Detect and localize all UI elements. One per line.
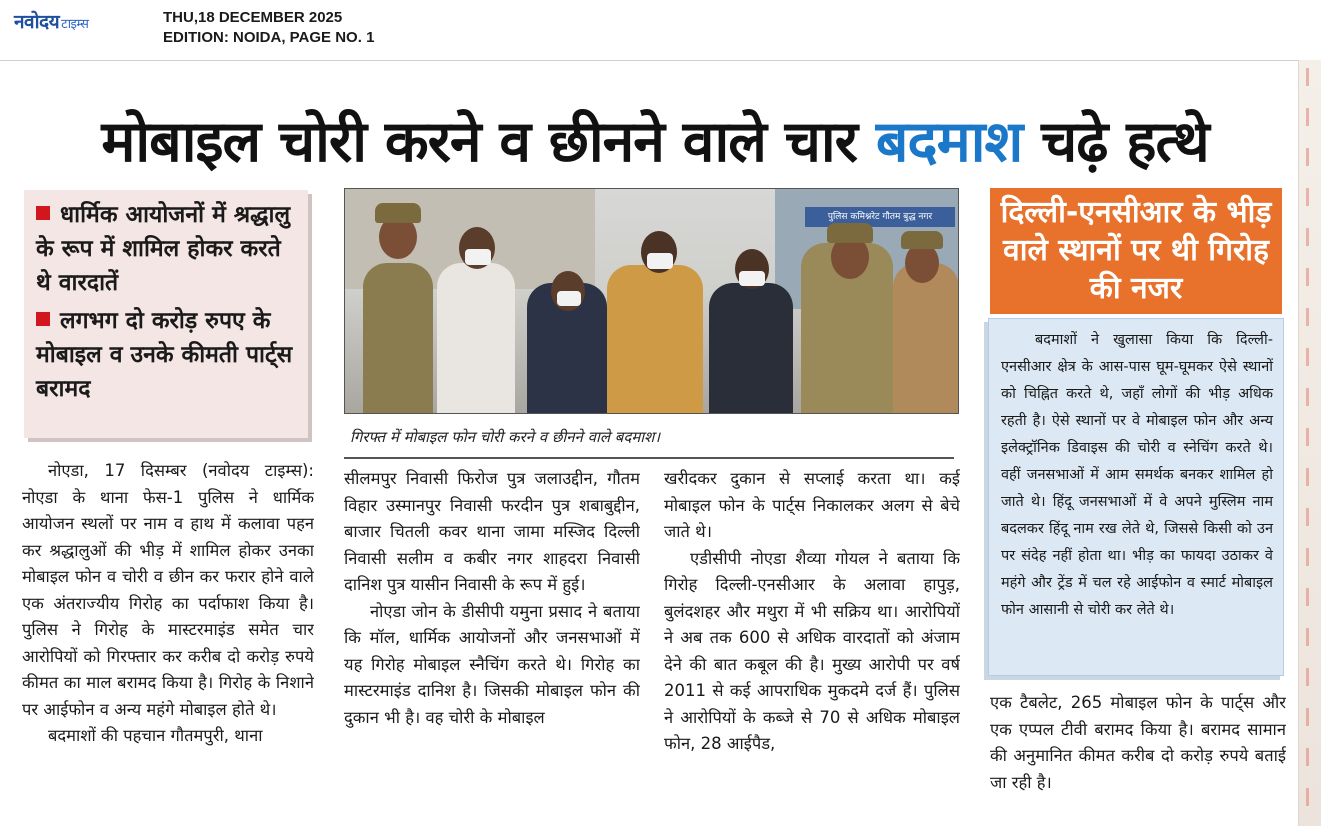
photo-caption: गिरफ्त में मोबाइल फोन चोरी करने व छीनने वाले बदमाश। [350,428,661,446]
article-paragraph: खरीदकर दुकान से सप्लाई करता था। कई मोबाइल फोन के पार्ट्स निकालकर अलग से बेचे जाते थे। [664,469,960,541]
highlight-text: लगभग दो करोड़ रुपए के मोबाइल व उनके कीमती पार्ट्स बरामद [36,308,293,402]
photo-person-accused [709,283,793,413]
sidebar-heading: दिल्ली-एनसीआर के भीड़ वाले स्थानों पर थी गिरोह की नजर [990,188,1282,314]
face-mask-icon [647,253,673,269]
photo-person-accused [607,265,703,413]
article-paragraph: एक टैबलेट, 265 मोबाइल फोन के पार्ट्स और एक एप्पल टीवी बरामद किया है। बरामद सामान की अनुमानित कीमत करीब दो करोड़ रुपये बताई जा रही है। [990,693,1286,792]
article-column-1 [22,458,314,828]
headline-part1: मोबाइल चोरी करने व छीनने वाले चार [101,109,876,175]
red-square-bullet-icon [36,312,50,326]
highlight-text: धार्मिक आयोजनों में श्रद्धालु के रूप में शामिल होकर करते थे वारदातें [36,202,291,296]
highlights-box [24,190,308,438]
sidebar-paragraph: बदमाशों ने खुलासा किया कि दिल्ली-एनसीआर क्षेत्र के आस-पास घूम-घूमकर ऐसे स्थानों को चिह्नित करते थे, जहाँ लोगों की भीड़ अधिक रहती है। ऐसे स्थानों पर वे मोबाइल फोन और अन्य इलेक्ट्रॉनिक डिवाइस की चोरी व स्नेचिंग करते थे। वहीं जनसभाओं में आम समर्थक बनकर शामिल हो जाते थे। हिंदू जनसभाओं में वे अपने मुस्लिम नाम बदलकर हिंदू नाम रख लेते थे, जिससे किसी को उन पर संदेह नहीं होता था। भीड़ का फायदा उठाकर वे महंगे और ट्रेंड में चल रहे आईफोन व स्मार्ट मोबाइल फोन आसानी से चोरी कर लेते थे। [1001,332,1273,618]
sidebar-box [988,318,1284,676]
police-cap-icon [901,231,943,249]
article-paragraph: एडीसीपी नोएडा शैव्या गोयल ने बताया कि गिरोह दिल्ली-एनसीआर के अलावा हापुड़, बुलंदशहर और मथुरा में भी सक्रिय था। आरोपियों ने अब तक 600 से अधिक वारदातों को अंजाम देने की बात कबूल की है। मुख्य आरोपी पर वर्ष 2011 से कई आपराधिक मुकदमे दर्ज हैं। पुलिस ने आरोपियों के कब्जे से 70 से अधिक मोबाइल फोन, 28 आईपैड, [664,548,960,753]
logo-text: नवोदय [14,11,60,33]
article-paragraph: बदमाशों की पहचान गौतमपुरी, थाना [48,726,263,745]
newspaper-logo[interactable] [14,8,88,34]
edition-info [163,8,374,48]
article-column-4 [990,690,1286,826]
issue-date: THU,18 DECEMBER 2025 [163,9,343,26]
article-column-2 [344,466,640,836]
face-mask-icon [557,291,581,306]
headline-part2: चढ़े हत्थे [1022,109,1209,175]
face-mask-icon [465,249,491,265]
adjacent-page-edge [1298,60,1321,826]
highlight-item [36,198,298,300]
photo-person-policeman [363,263,433,413]
face-mask-icon [739,271,765,286]
highlight-item [36,304,298,406]
news-photo [344,188,959,414]
police-cap-icon [375,203,421,223]
article-paragraph: सीलमपुर निवासी फिरोज पुत्र जलाउद्दीन, गौतम विहार उस्मानपुर निवासी फरदीन पुत्र शबाबुद्दीन, बाजार चितली कवर थाना जामा मस्जिद दिल्ली निवासी सलीम व कबीर नगर शाहदरा निवासी दानिश पुत्र यासीन निवासी के रूप में हुई। [344,469,640,594]
article-paragraph: नोएडा जोन के डीसीपी यमुना प्रसाद ने बताया कि मॉल, धार्मिक आयोजनों और जनसभाओं में यह गिरोह मोबाइल स्नैचिंग करते थे। गिरोह का मास्टरमाइंड दानिश है। जिसकी मोबाइल फोन की दुकान भी है। वह चोरी के मोबाइल [344,601,640,727]
photo-person-policeman [893,263,959,413]
masthead-bar [0,0,1321,61]
caption-divider [344,457,954,459]
red-square-bullet-icon [36,206,50,220]
police-cap-icon [827,223,873,243]
article-column-3 [664,466,960,836]
headline-highlight: बदमाश [875,109,1023,175]
edition-line: EDITION: NOIDA, PAGE NO. 1 [163,29,375,46]
headline [20,100,1290,184]
police-office-sign: पुलिस कमिश्नरेट गौतम बुद्ध नगर [805,207,955,227]
article-paragraph: नोएडा, 17 दिसम्बर (नवोदय टाइम्स): नोएडा के थाना फेस-1 पुलिस ने धार्मिक आयोजन स्थलों पर नाम व हाथ में कलावा पहन कर श्रद्धालुओं की भीड़ में शामिल होकर उनका मोबाइल फोन व चोरी व छीन कर फरार होने वाले एक अंतराज्यीय गिरोह का पर्दाफाश किया है। पुलिस ने गिरोह के मास्टरमाइंड समेत चार आरोपियों को गिरफ्तार कर करीब दो करोड़ रुपये कीमत का माल बरामद किया है। गिरोह के निशाने पर आईफोन व अन्य महंगे मोबाइल होते थे। [22,461,314,719]
logo-subtext: टाइम्स [61,17,89,32]
photo-person-head [905,243,939,283]
photo-person-accused [437,263,515,413]
